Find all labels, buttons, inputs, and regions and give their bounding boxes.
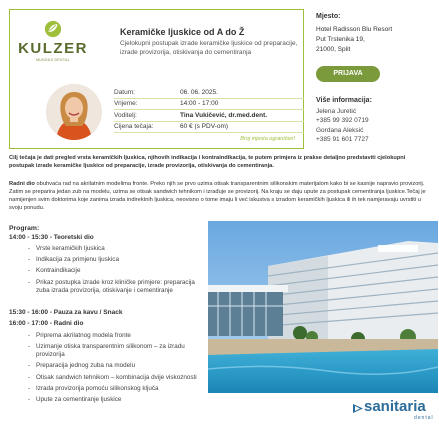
- course-details: [114, 87, 304, 133]
- register-button[interactable]: PRIJAVA: [316, 66, 380, 82]
- price-value: 60 € (s PDV-om): [180, 123, 229, 131]
- logo-wordmark: KULZER: [18, 40, 88, 57]
- location-line: Put Trstenika 19,: [316, 36, 365, 43]
- course-goal-text: Cilj tečaja je dati pregled vrsta keramičkih ljuskica, njihovih indikacija i kontraindikacija, te putem primjera iz prakse detaljno predstaviti cjelokupni postupak izrade keramičke ljuskice od preparacije, izrade provizorija, otiskivanja do cementiranja.: [9, 155, 406, 169]
- logo-tagline: MUNDUS DENTAL: [36, 58, 70, 62]
- practical-label: Radni dio: [9, 181, 35, 187]
- sanitaria-tagline: dental: [414, 415, 434, 421]
- location-line: 21000, Split: [316, 46, 351, 53]
- list-item: - Priprema akrilatnog modela fronte: [28, 332, 203, 340]
- session-items: [28, 245, 203, 298]
- list-item: - Upute za cementiranje ljuskice: [28, 396, 203, 404]
- practical-description: obuhvaća rad na akrilatnim modelima fronte. Preko njih se prvo uzima otisak transparentnim silikonskim materijalom kako bi se kasnije napravio provizorij. Zatim se preparira jedan zub na modelu, uzima se otisak sandwich tehnikom i izrađuje se provizorij. Na kraju se daju upute za postupak cementiranja ljuskice.Tečaj je namijenjen svim doktorima koje zanima izrada indirektnih ljuskica, neovisno o tome imaju li već iskustva s izradom keramičkih ljuskica ili ih tek namjeravaju uvrstiti u svoju ponudu.: [9, 181, 426, 211]
- limited-seats-note: Broj mjesta ograničen!: [240, 136, 295, 142]
- location-line: Hotel Radisson Blu Resort: [316, 26, 393, 33]
- list-item: - Indikacija za primjenu ljuskica: [28, 256, 203, 264]
- contact-phone[interactable]: +385 99 392 0719: [316, 117, 369, 124]
- course-header-card: [9, 9, 304, 149]
- location-heading: Mjesto:: [316, 13, 341, 20]
- list-item: - Prikaz postupka izrade kroz kliničke primjere: preparacija zuba izrada provizorija, otiskivanje i cementiranje: [28, 279, 203, 295]
- sanitaria-wordmark: sanitaria: [364, 398, 426, 415]
- list-item: - Izrada provizorija pomoću silikonskog ključa: [28, 385, 203, 393]
- lecturer-label: Voditelj:: [114, 111, 137, 119]
- details-row-lecturer: [114, 110, 304, 122]
- more-info-heading: Više informacija:: [316, 97, 372, 104]
- list-item: - Vrste keramičkih ljuskica: [28, 245, 203, 253]
- program-heading: Program:: [9, 225, 40, 232]
- list-item: - Kontraindikacije: [28, 267, 203, 275]
- list-item: - Otisak sandwich tehnikom – kombinacija dvije viskoznosti: [28, 374, 203, 382]
- leaf-icon: [44, 20, 62, 38]
- date-value: 06. 06. 2025.: [180, 88, 218, 96]
- sanitaria-mark-icon: [353, 403, 363, 414]
- contact-phone[interactable]: +385 91 601 7727: [316, 136, 369, 143]
- lecturer-value: Tina Vukičević, dr.med.dent.: [180, 111, 268, 119]
- contact-name: Gordana Aleksić: [316, 127, 364, 134]
- details-row-price: [114, 122, 304, 134]
- course-subtitle: Cjelokupni postupak izrade keramičke ljuskice od preparacije, izrade provizorija, otiskivanja do cementiranja: [120, 40, 298, 56]
- time-label: Vrijeme:: [114, 100, 138, 108]
- price-label: Cijena tečaja:: [114, 123, 154, 131]
- lecturer-photo: [46, 84, 102, 140]
- practical-part-text: [9, 180, 430, 212]
- course-title: Keramičke ljuskice od A do Ž: [120, 27, 245, 37]
- session-title: 16:00 - 17:00 - Radni dio: [9, 320, 84, 327]
- kulzer-logo: [16, 20, 90, 80]
- list-item: - Uzimanje otiska transparentnim silikonom – za izradu provizorija: [28, 343, 203, 359]
- session-items: [28, 332, 203, 407]
- contact-name: Jelena Juretić: [316, 108, 357, 115]
- hotel-photo: [208, 221, 438, 393]
- details-row-time: [114, 99, 304, 111]
- session-title: 14:00 - 15:30 - Teoretski dio: [9, 234, 94, 241]
- date-label: Datum:: [114, 88, 135, 96]
- session-title: 15:30 - 16:00 - Pauza za kavu / Snack: [9, 309, 123, 316]
- details-row-date: [114, 87, 304, 99]
- time-value: 14:00 - 17:00: [180, 100, 219, 108]
- list-item: - Preparacija jednog zuba na modelu: [28, 362, 203, 370]
- sanitaria-logo: [350, 398, 434, 428]
